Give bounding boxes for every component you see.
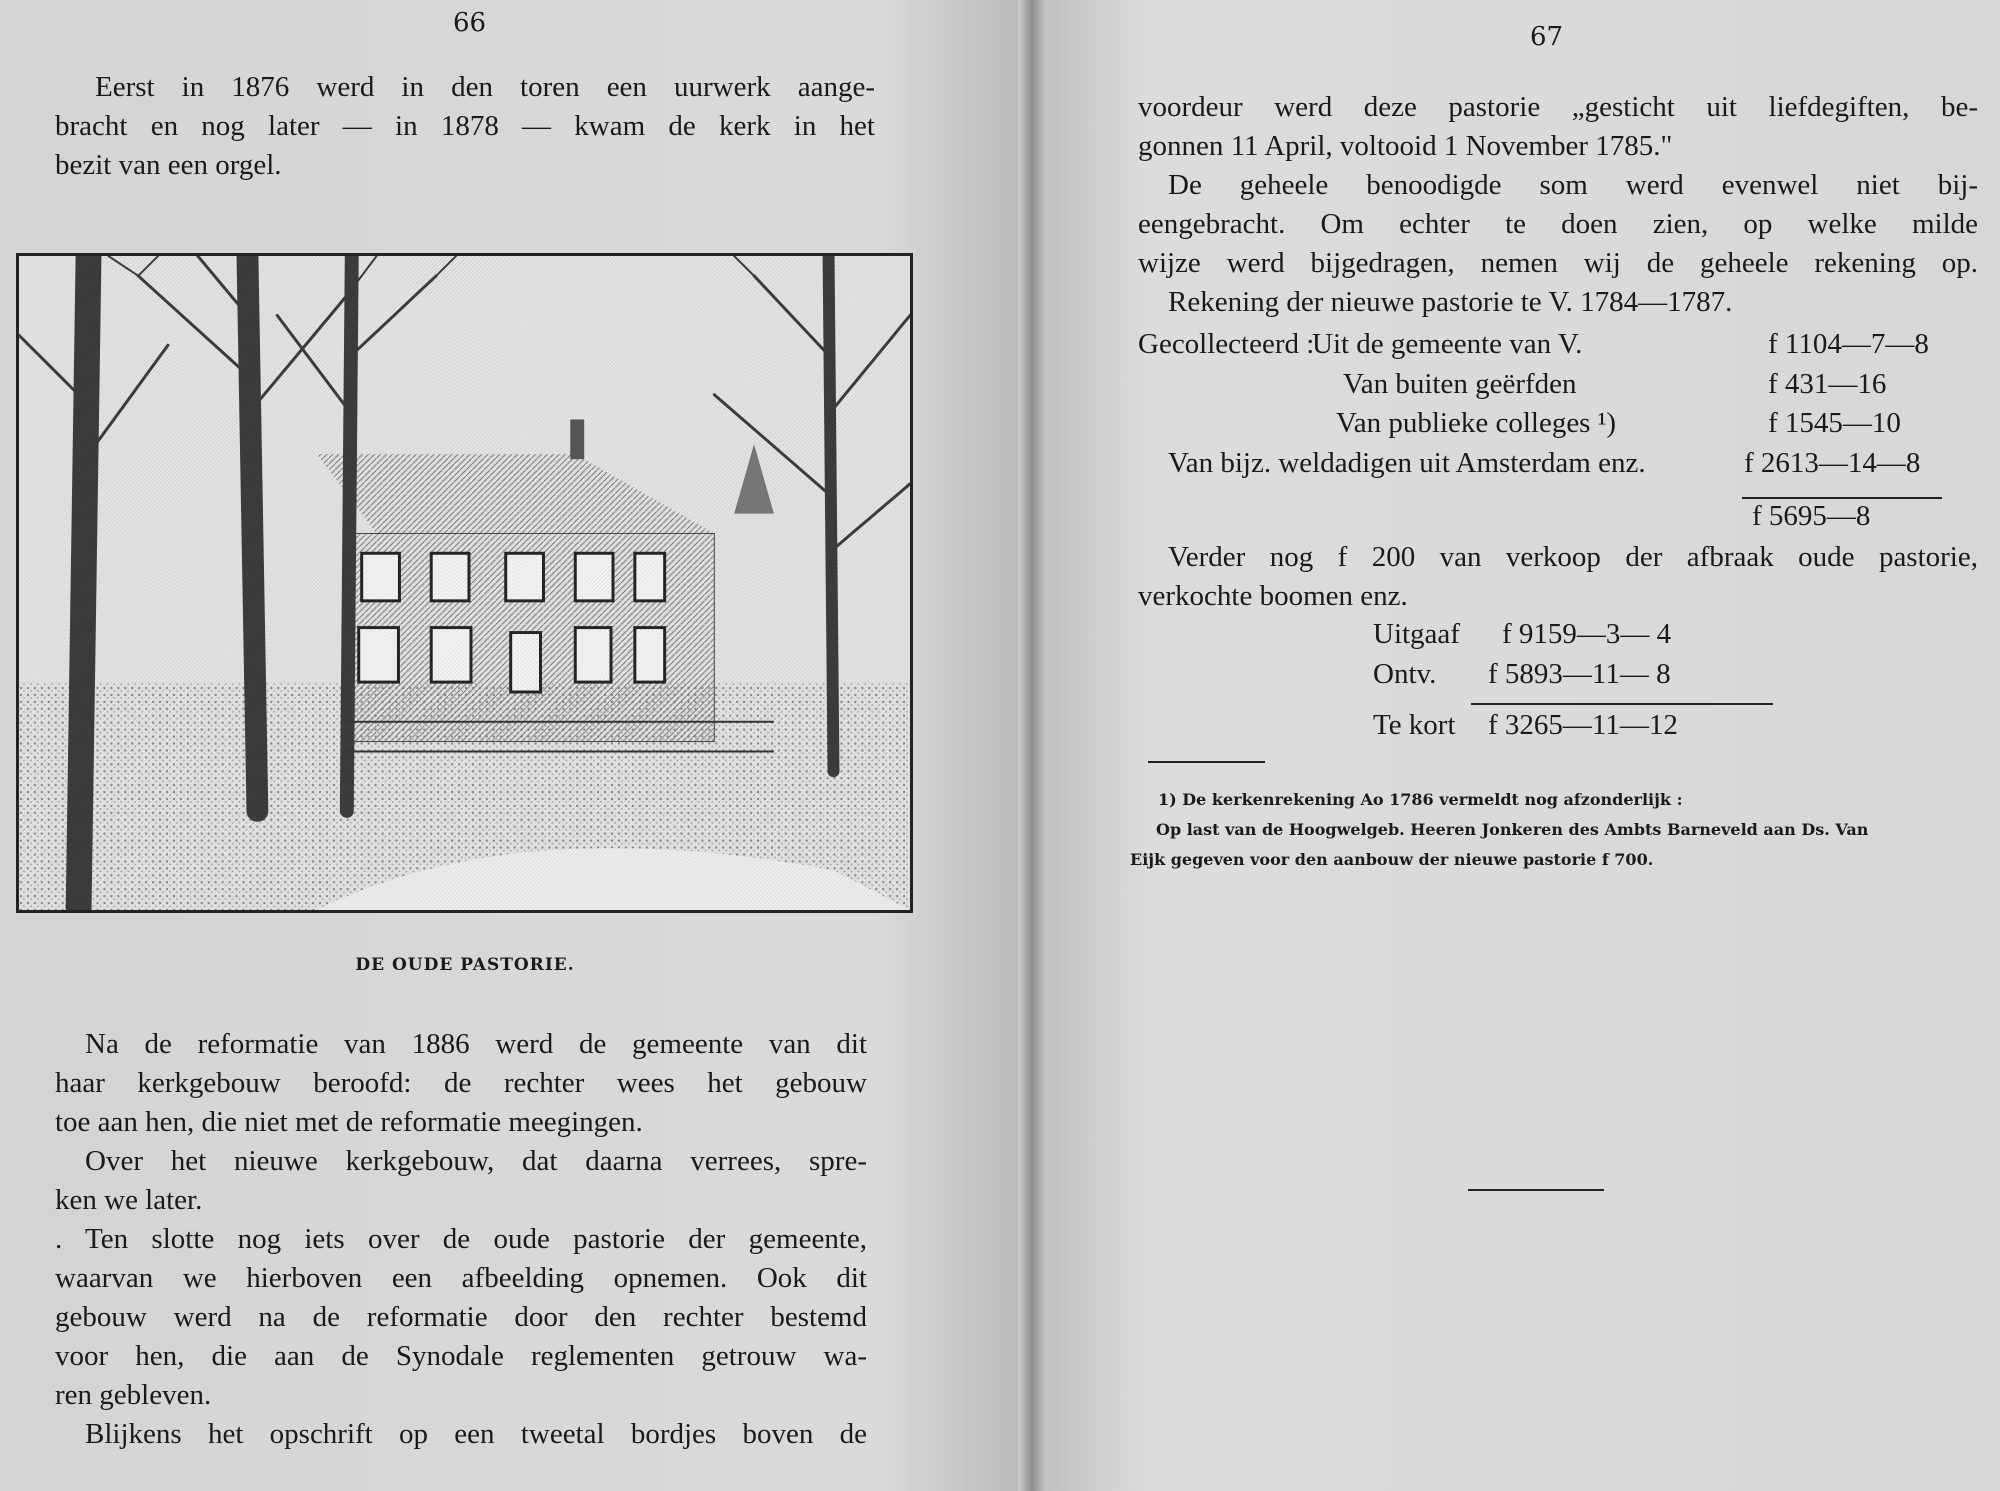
account-row-amount: f 1104—7—8 bbox=[1768, 328, 1929, 360]
paragraph-top bbox=[55, 68, 875, 185]
text-line: eengebracht. Om echter te doen zien, op welke milde bbox=[1138, 208, 1978, 240]
account-row-label: Van bijz. weldadigen uit Amsterdam enz. bbox=[1168, 447, 1646, 479]
right-page bbox=[1030, 0, 2000, 1491]
account-total: f 5695—8 bbox=[1752, 500, 1871, 532]
text-line: ren gebleven. bbox=[55, 1379, 212, 1411]
text-line: voordeur werd deze pastorie „gesticht uit liefdegiften, be- bbox=[1138, 91, 1978, 123]
uitgaaf-amount: f 9159—3— 4 bbox=[1502, 618, 1672, 650]
ontv-amount: f 5893—11— 8 bbox=[1488, 658, 1671, 690]
collected-label: Gecollecteerd : bbox=[1138, 328, 1315, 360]
text-line: toe aan hen, die niet met de reformatie meegingen. bbox=[55, 1106, 643, 1138]
footnote-line: Op last van de Hoogwelgeb. Heeren Jonkeren des Ambts Barneveld aan Ds. Van bbox=[1156, 820, 1869, 839]
text-line: Rekening der nieuwe pastorie te V. 1784—1787. bbox=[1168, 286, 1733, 318]
pastorie-illustration bbox=[16, 253, 913, 913]
figure-caption: DE OUDE PASTORIE. bbox=[355, 955, 575, 975]
text-line: Eerst in 1876 werd in den toren een uurwerk aange- bbox=[95, 71, 875, 103]
footnote-rule bbox=[1148, 761, 1265, 763]
text-line: verkochte boomen enz. bbox=[1138, 580, 1408, 612]
paragraph-mid bbox=[1138, 538, 1978, 616]
old-parsonage-engraving bbox=[19, 256, 910, 910]
text-line: bezit van een orgel. bbox=[55, 149, 282, 181]
account-row-amount: f 2613—14—8 bbox=[1744, 447, 1921, 479]
text-line: gebouw werd na de reformatie door den rechter bestemd bbox=[55, 1301, 867, 1333]
text-line: Over het nieuwe kerkgebouw, dat daarna verrees, spre- bbox=[85, 1145, 867, 1177]
paragraph-top bbox=[1138, 88, 1978, 322]
account-row-amount: f 1545—10 bbox=[1768, 407, 1901, 439]
footnote-line: Eijk gegeven voor den aanbouw der nieuwe pastorie f 700. bbox=[1130, 850, 1654, 869]
page-number: 67 bbox=[1530, 22, 1564, 52]
book-gutter bbox=[1018, 0, 1046, 1491]
tekort-amount: f 3265—11—12 bbox=[1488, 709, 1678, 741]
text-line: . Ten slotte nog iets over de oude pastorie der gemeente, bbox=[55, 1223, 867, 1255]
account-row-label: Van publieke colleges ¹) bbox=[1336, 407, 1617, 439]
account-row-label: Van buiten geërfden bbox=[1343, 368, 1577, 400]
text-line: gonnen 11 April, voltooid 1 November 1785." bbox=[1138, 130, 1673, 162]
text-line: Blijkens het opschrift op een tweetal bordjes boven de bbox=[85, 1418, 867, 1450]
text-line: De geheele benoodigde som werd evenwel niet bij- bbox=[1168, 169, 1978, 201]
ontv-label: Ontv. bbox=[1373, 658, 1437, 690]
text-line: waarvan we hierboven een afbeelding opnemen. Ook dit bbox=[55, 1262, 867, 1294]
text-line: Na de reformatie van 1886 werd de gemeente van dit bbox=[85, 1028, 867, 1060]
uitgaaf-label: Uitgaaf bbox=[1373, 618, 1460, 650]
account-row-label: Uit de gemeente van V. bbox=[1312, 328, 1583, 360]
end-rule bbox=[1468, 1189, 1604, 1191]
sum-rule bbox=[1742, 497, 1942, 499]
tekort-label: Te kort bbox=[1373, 709, 1456, 741]
account-row-amount: f 431—16 bbox=[1768, 368, 1887, 400]
text-line: bracht en nog later — in 1878 — kwam de kerk in het bbox=[55, 110, 875, 142]
page-number: 66 bbox=[453, 8, 487, 38]
text-line: ken we later. bbox=[55, 1184, 203, 1216]
text-line: haar kerkgebouw beroofd: de rechter wees het gebouw bbox=[55, 1067, 867, 1099]
footnote-line: 1) De kerkenrekening Ao 1786 vermeldt nog afzonderlijk : bbox=[1158, 790, 1683, 809]
balance-rule bbox=[1471, 703, 1773, 705]
paragraph-bottom bbox=[55, 1025, 867, 1454]
text-line: voor hen, die aan de Synodale reglementen getrouw wa- bbox=[55, 1340, 867, 1372]
text-line: Verder nog f 200 van verkoop der afbraak oude pastorie, bbox=[1168, 541, 1978, 573]
text-line: wijze werd bijgedragen, nemen wij de geheele rekening op. bbox=[1138, 247, 1978, 279]
